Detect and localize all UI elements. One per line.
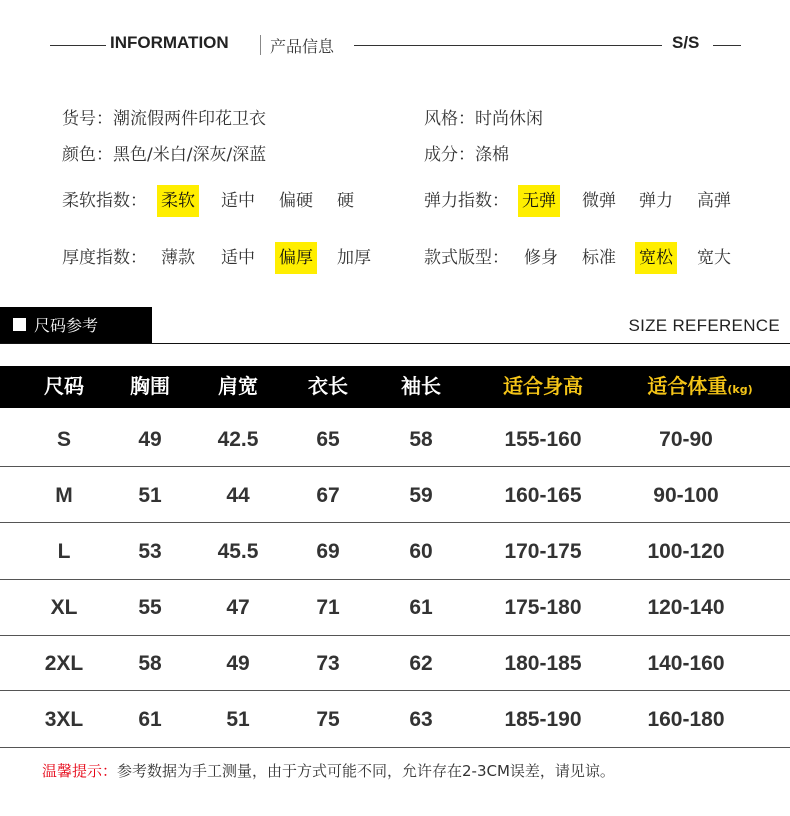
cell-size: S — [56, 428, 71, 451]
cell-size: M — [55, 484, 73, 507]
info-color-value: 黑色/米白/深灰/深蓝 — [113, 145, 267, 165]
cell-size: 2XL — [44, 652, 84, 675]
header-divider — [260, 35, 261, 55]
cell-shoulder: 45.5 — [217, 540, 259, 563]
weight-unit: (kg) — [727, 383, 753, 396]
size-section-title-en: SIZE REFERENCE — [628, 316, 780, 335]
table-row — [0, 524, 790, 580]
cell-length: 75 — [316, 708, 340, 731]
fit-option: 宽松 — [635, 242, 677, 274]
elasticity-label: 弹力指数： — [424, 191, 509, 211]
cell-shoulder: 47 — [226, 596, 250, 619]
cell-chest: 53 — [138, 540, 162, 563]
cell-sleeve: 58 — [409, 428, 433, 451]
info-item-label: 货号： — [62, 109, 113, 129]
cell-size: 3XL — [44, 708, 84, 731]
cell-weight: 120-140 — [647, 596, 725, 619]
cell-sleeve: 59 — [409, 484, 433, 507]
fit-option: 修身 — [524, 248, 558, 268]
fit-option: 宽大 — [697, 248, 731, 268]
cell-size: L — [57, 540, 71, 563]
table-row — [0, 636, 790, 692]
row-divider — [0, 690, 790, 691]
table-row — [0, 412, 790, 468]
cell-sleeve: 60 — [409, 540, 433, 563]
cell-sleeve: 63 — [409, 708, 433, 731]
cell-shoulder: 49 — [226, 652, 250, 675]
size-table-header — [0, 366, 790, 408]
section-divider — [0, 343, 790, 344]
cell-chest: 51 — [138, 484, 162, 507]
table-row — [0, 468, 790, 524]
softness-label: 柔软指数： — [62, 191, 147, 211]
cell-chest: 58 — [138, 652, 162, 675]
header-title-cn: 产品信息 — [270, 37, 335, 56]
header-rule-right — [713, 45, 741, 46]
note-text: 参考数据为手工测量，由于方式可能不同，允许存在2-3CM误差，请见谅。 — [117, 762, 615, 780]
elasticity-option: 无弹 — [518, 185, 560, 217]
col-header-shoulder: 肩宽 — [218, 374, 258, 398]
row-divider — [0, 522, 790, 523]
fit-label: 款式版型： — [424, 248, 509, 268]
thickness-option: 薄款 — [161, 248, 195, 268]
size-section-title-cn: 尺码参考 — [34, 316, 99, 335]
cell-height: 160-165 — [504, 484, 582, 507]
row-divider — [0, 466, 790, 467]
info-item-value: 潮流假两件印花卫衣 — [113, 109, 266, 129]
measurement-note — [42, 760, 615, 781]
thickness-option: 偏厚 — [275, 242, 317, 274]
header-title-en: INFORMATION — [110, 33, 229, 52]
thickness-option: 加厚 — [337, 248, 371, 268]
cell-weight: 90-100 — [653, 484, 719, 507]
cell-chest: 55 — [138, 596, 162, 619]
col-header-height: 适合身高 — [503, 374, 583, 398]
cell-shoulder: 42.5 — [217, 428, 259, 451]
cell-length: 69 — [316, 540, 340, 563]
elasticity-option: 高弹 — [697, 191, 731, 211]
cell-weight: 140-160 — [647, 652, 725, 675]
cell-height: 175-180 — [504, 596, 582, 619]
size-section-tab — [0, 307, 152, 343]
cell-size: XL — [50, 596, 78, 619]
col-header-chest: 胸围 — [130, 374, 170, 398]
info-style-label: 风格： — [424, 109, 475, 129]
row-divider — [0, 747, 790, 748]
cell-weight: 100-120 — [647, 540, 725, 563]
softness-option: 偏硬 — [279, 191, 313, 211]
elasticity-option: 弹力 — [639, 191, 673, 211]
cell-height: 180-185 — [504, 652, 582, 675]
cell-length: 65 — [316, 428, 340, 451]
cell-height: 155-160 — [504, 428, 582, 451]
cell-chest: 61 — [138, 708, 162, 731]
header-season: S/S — [672, 33, 700, 52]
cell-sleeve: 62 — [409, 652, 433, 675]
info-item — [62, 104, 266, 129]
info-color-label: 颜色： — [62, 145, 113, 165]
col-header-length: 衣长 — [308, 374, 348, 398]
thickness-option: 适中 — [221, 248, 255, 268]
softness-option: 硬 — [337, 191, 354, 211]
cell-length: 67 — [316, 484, 340, 507]
col-header-weight — [630, 366, 770, 408]
cell-height: 170-175 — [504, 540, 582, 563]
info-style — [424, 104, 543, 129]
cell-chest: 49 — [138, 428, 162, 451]
info-material-value: 涤棉 — [475, 145, 509, 165]
info-material-label: 成分： — [424, 145, 475, 165]
page-header — [0, 30, 790, 60]
cell-weight: 70-90 — [659, 428, 713, 451]
note-prefix: 温馨提示： — [42, 762, 118, 780]
cell-shoulder: 51 — [226, 708, 250, 731]
info-style-value: 时尚休闲 — [475, 109, 543, 129]
header-rule-middle — [354, 45, 662, 46]
table-row — [0, 580, 790, 636]
fit-option: 标准 — [582, 248, 616, 268]
softness-option: 柔软 — [157, 185, 199, 217]
cell-length: 71 — [316, 596, 340, 619]
softness-option: 适中 — [221, 191, 255, 211]
square-icon — [13, 318, 26, 331]
thickness-label: 厚度指数： — [62, 248, 147, 268]
cell-height: 185-190 — [504, 708, 582, 731]
cell-length: 73 — [316, 652, 340, 675]
col-header-sleeve: 袖长 — [401, 374, 441, 398]
elasticity-option: 微弹 — [582, 191, 616, 211]
cell-weight: 160-180 — [647, 708, 725, 731]
info-color — [62, 140, 266, 165]
cell-sleeve: 61 — [409, 596, 433, 619]
info-material — [424, 140, 509, 165]
header-rule-left — [50, 45, 106, 46]
col-header-size: 尺码 — [44, 374, 84, 398]
col-header-weight-label: 适合体重 — [647, 374, 728, 398]
cell-shoulder: 44 — [226, 484, 250, 507]
table-row — [0, 692, 790, 748]
